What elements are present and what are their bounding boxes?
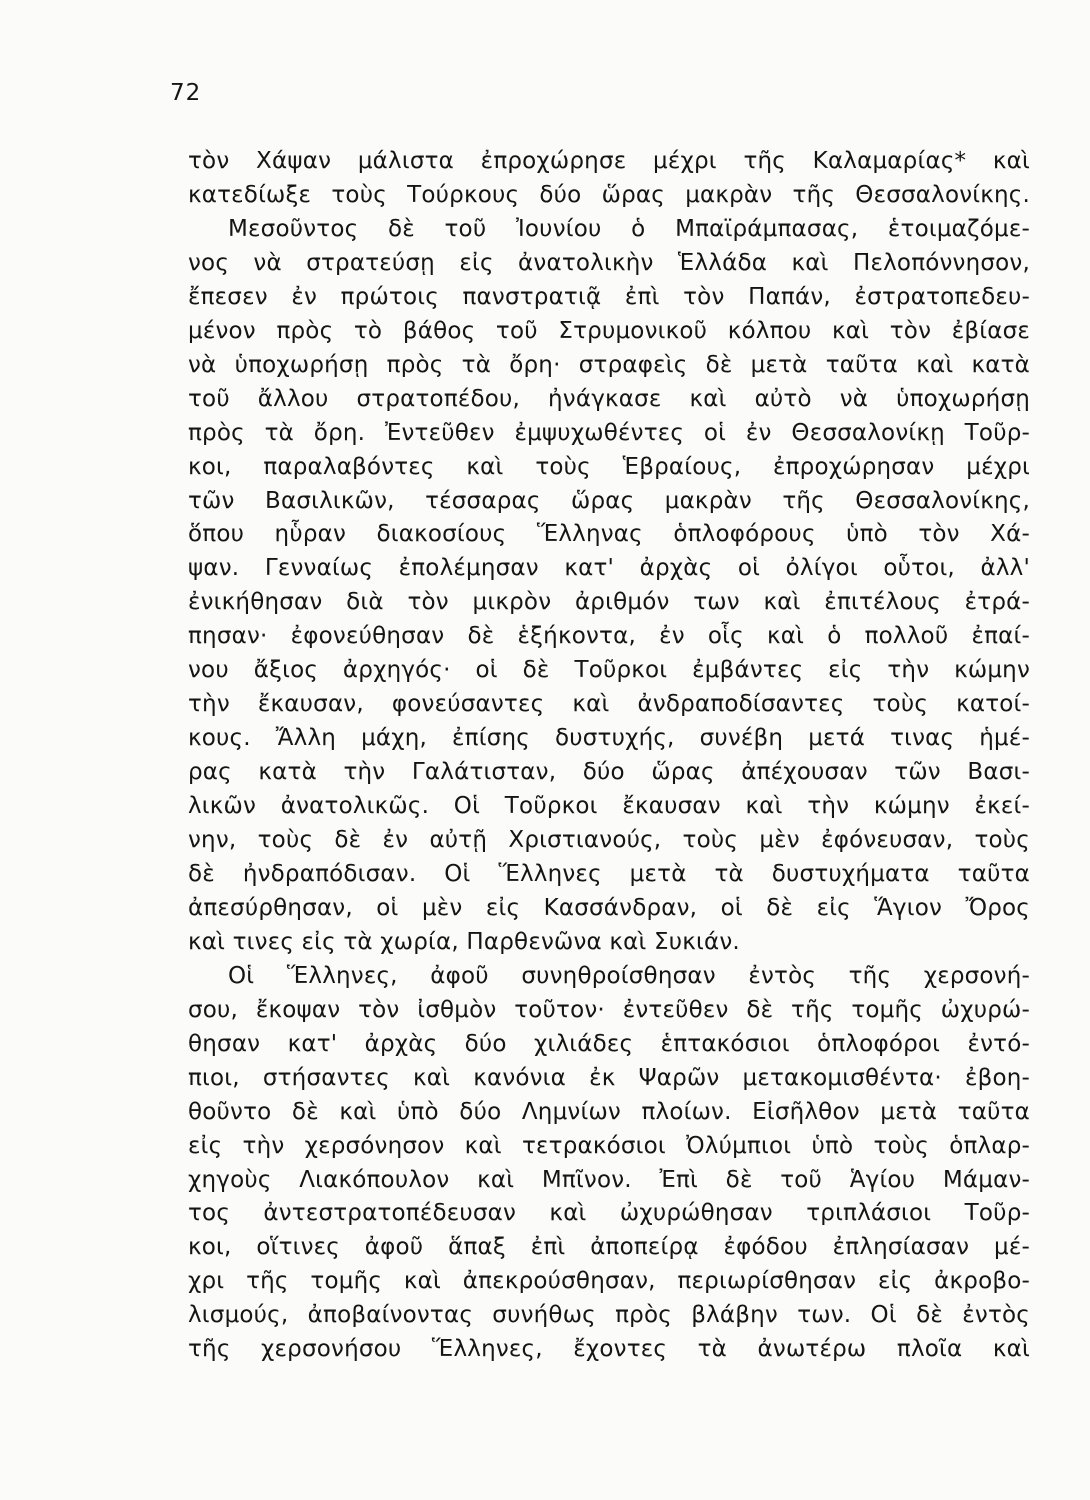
text-line: θησαν κατ' ἀρχὰς δύο χιλιάδες ἑπτακόσιοι ὁπλοφόροι ἐντό- [188,1030,1030,1057]
text-line: κους. Ἄλλη μάχη, ἐπίσης δυστυχής, συνέβη μετά τινας ἡμέ- [188,725,1030,752]
text-line: δὲ ἠνδραπόδισαν. Οἱ Ἕλληνες μετὰ τὰ δυστυχήματα ταῦτα [188,860,1030,887]
text-line: πρὸς τὰ ὄρη. Ἐντεῦθεν ἐμψυχωθέντες οἱ ἐν Θεσσαλονίκῃ Τοῦρ- [188,419,1030,446]
text-line: λικῶν ἀνατολικῶς. Οἱ Τοῦρκοι ἔκαυσαν καὶ τὴν κώμην ἐκεί- [188,793,1030,820]
text-line: χηγοὺς Λιακόπουλον καὶ Μπῖνον. Ἐπὶ δὲ τοῦ Ἁγίου Μάμαν- [188,1166,1030,1193]
text-line: Οἱ Ἕλληνες, ἀφοῦ συνηθροίσθησαν ἐντὸς τῆς χερσονή- [228,962,1030,989]
text-line: τῆς χερσονήσου Ἕλληνες, ἔχοντες τὰ ἀνωτέρω πλοῖα καὶ [188,1336,1030,1363]
text-line: νος νὰ στρατεύσῃ εἰς ἀνατολικὴν Ἑλλάδα καὶ Πελοπόννησον, [188,249,1030,276]
text-line: κατεδίωξε τοὺς Τούρκους δύο ὥρας μακρὰν τῆς Θεσσαλονίκης. [188,181,1030,208]
text-line: ἐνικήθησαν διὰ τὸν μικρὸν ἀριθμόν των καὶ ἐπιτέλους ἐτρά- [188,589,1030,616]
text-line: τος ἀντεστρατοπέδευσαν καὶ ὠχυρώθησαν τριπλάσιοι Τοῦρ- [188,1200,1030,1227]
text-line: θοῦντο δὲ καὶ ὑπὸ δύο Λημνίων πλοίων. Εἰσῆλθον μετὰ ταῦτα [188,1098,1030,1125]
text-line: ὅπου ηὗραν διακοσίους Ἕλληνας ὁπλοφόρους ὑπὸ τὸν Χά- [188,521,1030,548]
text-line: τὴν ἔκαυσαν, φονεύσαντες καὶ ἀνδραποδίσαντες τοὺς κατοί- [188,691,1030,718]
text-line: σου, ἔκοψαν τὸν ἰσθμὸν τοῦτον· ἐντεῦθεν δὲ τῆς τομῆς ὠχυρώ- [188,996,1030,1023]
text-line: τὸν Χάψαν μάλιστα ἐπροχώρησε μέχρι τῆς Καλαμαρίας* καὶ [188,148,1030,174]
text-line: κοι, οἵτινες ἀφοῦ ἅπαξ ἐπὶ ἀποπείρᾳ ἐφόδου ἐπλησίασαν μέ- [188,1234,1030,1261]
text-line: μένον πρὸς τὸ βάθος τοῦ Στρυμονικοῦ κόλπου καὶ τὸν ἐβίασε [188,317,1030,344]
text-line: κοι, παραλαβόντες καὶ τοὺς Ἑβραίους, ἐπροχώρησαν μέχρι [188,453,1030,480]
text-line: χρι τῆς τομῆς καὶ ἀπεκρούσθησαν, περιωρίσθησαν εἰς ἀκροβο- [188,1268,1030,1295]
text-line: πησαν· ἐφονεύθησαν δὲ ἑξήκοντα, ἐν οἷς καὶ ὁ πολλοῦ ἐπαί- [188,623,1030,650]
text-line: εἰς τὴν χερσόνησον καὶ τετρακόσιοι Ὀλύμπιοι ὑπὸ τοὺς ὁπλαρ- [188,1132,1030,1159]
text-line: ἔπεσεν ἐν πρώτοις πανστρατιᾷ ἐπὶ τὸν Παπάν, ἐστρατοπεδευ- [188,283,1030,310]
text-line: τοῦ ἄλλου στρατοπέδου, ἠνάγκασε καὶ αὐτὸ νὰ ὑποχωρήσῃ [188,385,1030,412]
text-line: ἀπεσύρθησαν, οἱ μὲν εἰς Κασσάνδραν, οἱ δὲ εἰς Ἅγιον Ὄρος [188,894,1030,921]
text-line: τῶν Βασιλικῶν, τέσσαρας ὥρας μακρὰν τῆς Θεσσαλονίκης, [188,487,1030,514]
text-line: λισμούς, ἀποβαίνοντας συνήθως πρὸς βλάβην των. Οἱ δὲ ἐντὸς [188,1302,1030,1329]
text-line: ρας κατὰ τὴν Γαλάτισταν, δύο ὥρας ἀπέχουσαν τῶν Βασι- [188,759,1030,786]
text-line: νου ἄξιος ἀρχηγός· οἱ δὲ Τοῦρκοι ἐμβάντες εἰς τὴν κώμην [188,657,1030,684]
text-line: ψαν. Γενναίως ἐπολέμησαν κατ' ἀρχὰς οἱ ὀλίγοι οὗτοι, ἀλλ' [188,555,1030,582]
text-line: Μεσοῦντος δὲ τοῦ Ἰουνίου ὁ Μπαϊράμπασας, ἑτοιμαζόμε- [228,215,1030,242]
page-number: 72 [170,80,202,106]
text-line: νην, τοὺς δὲ ἐν αὐτῇ Χριστιανούς, τοὺς μὲν ἐφόνευσαν, τοὺς [188,827,1030,853]
text-line: νὰ ὑποχωρήσῃ πρὸς τὰ ὄρη· στραφεὶς δὲ μετὰ ταῦτα καὶ κατὰ [188,351,1030,378]
text-line: καὶ τινες εἰς τὰ χωρία, Παρθενῶνα καὶ Συκιάν. [188,928,740,955]
text-line: πιοι, στήσαντες καὶ κανόνια ἐκ Ψαρῶν μετακομισθέντα· ἐβοη- [188,1064,1030,1091]
